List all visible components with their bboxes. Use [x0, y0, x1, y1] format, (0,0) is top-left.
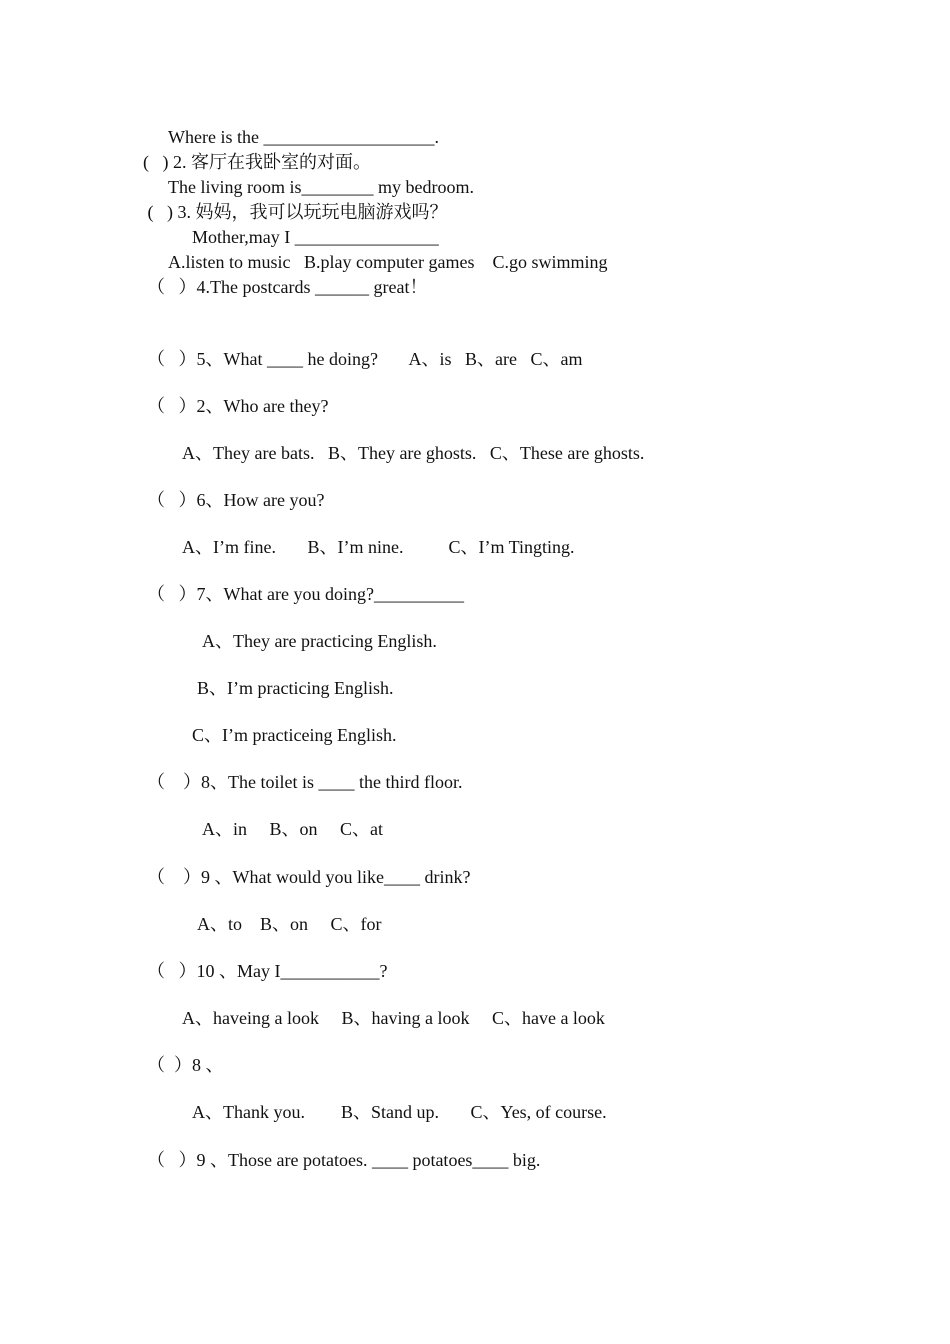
question-2-sentence: The living room is________ my bedroom. — [168, 177, 474, 197]
option-7c: C、I’m practiceing English. — [192, 725, 397, 745]
question-4: （ ）4.The postcards ______ great！ — [147, 277, 428, 297]
question-3-translation: ( ) 3. 妈妈，我可以玩玩电脑游戏吗？ — [143, 202, 448, 222]
question-2-translation: ( ) 2. 客厅在我卧室的对面。 — [143, 152, 371, 172]
question-8: （ ）8、The toilet is ____ the third floor. — [147, 772, 463, 792]
question-3-sentence: Mother,may I ________________ — [192, 227, 439, 247]
options-who-are-they: A、They are bats. B、They are ghosts. C、These are ghosts. — [182, 443, 645, 463]
question-6: （ ）6、How are you? — [147, 490, 325, 510]
question-8b: （ ）8 、 — [147, 1055, 224, 1075]
options-8b: A、Thank you. B、Stand up. C、Yes, of course. — [192, 1102, 607, 1122]
question-7: （ ）7、What are you doing?__________ — [147, 584, 464, 604]
question-9: （ ）9 、What would you like____ drink? — [147, 867, 471, 887]
question-5: （ ）5、What ____ he doing? A、is B、are C、am — [147, 349, 583, 369]
question-10: （ ）10 、May I___________? — [147, 961, 388, 981]
options-6: A、I’m fine. B、I’m nine. C、I’m Tingting. — [182, 537, 575, 557]
option-7a: A、They are practicing English. — [202, 631, 437, 651]
options-8: A、in B、on C、at — [202, 819, 384, 839]
fill-blank-line: Where is the ___________________. — [168, 127, 439, 147]
options-10: A、haveing a look B、having a look C、have a look — [182, 1008, 605, 1028]
question-who-are-they: （ ）2、Who are they? — [147, 396, 329, 416]
option-7b: B、I’m practicing English. — [197, 678, 394, 698]
question-3-options: A.listen to music B.play computer games C.go swimming — [168, 252, 608, 272]
question-9b: （ ）9 、Those are potatoes. ____ potatoes____ big. — [147, 1150, 541, 1170]
options-9: A、to B、on C、for — [197, 914, 382, 934]
